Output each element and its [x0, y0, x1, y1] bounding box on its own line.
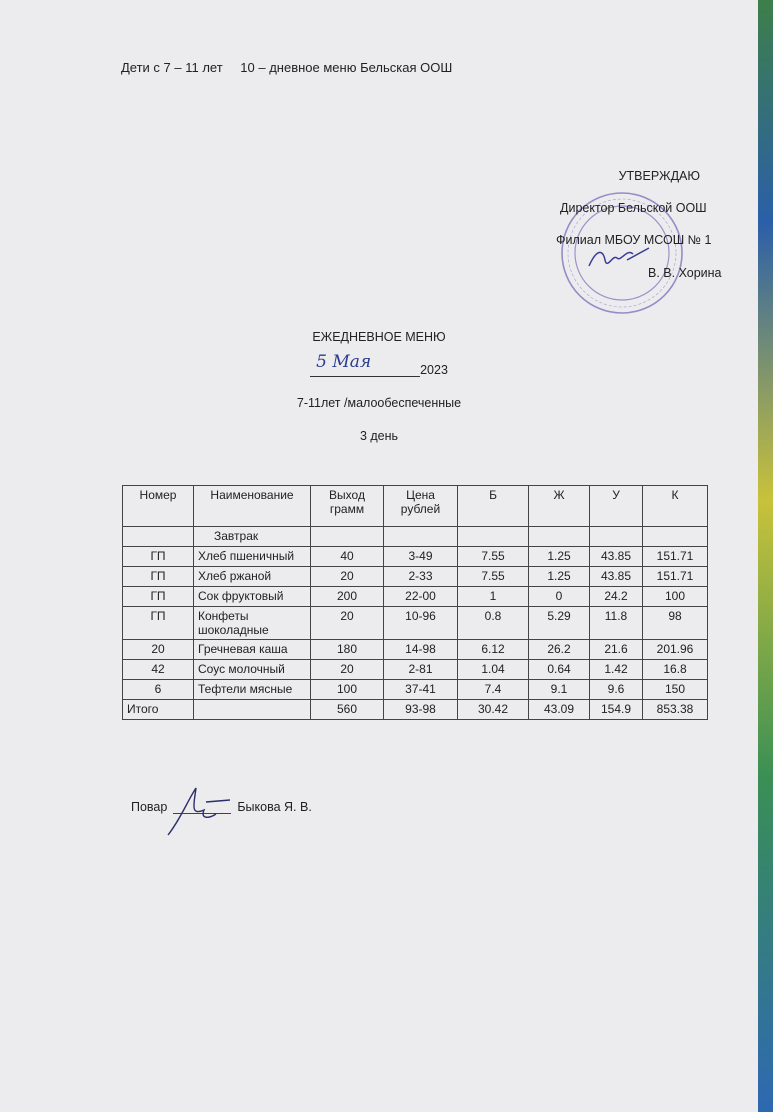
table-cell: ГП — [123, 607, 194, 640]
table-row — [123, 680, 708, 700]
table-cell: 154.9 — [590, 700, 643, 720]
col-header-number: Номер — [123, 486, 194, 527]
table-cell: 6.12 — [458, 640, 529, 660]
header-menu-title: 10 – дневное меню Бельская ООШ — [240, 60, 453, 75]
table-cell — [458, 527, 529, 547]
table-cell: 20 — [311, 607, 384, 640]
menu-heading: ЕЖЕДНЕВНОЕ МЕНЮ — [312, 330, 446, 344]
approval-organization: Филиал МБОУ МСОШ № 1 — [556, 233, 712, 247]
col-header-name: Наименование — [194, 486, 311, 527]
table-cell — [123, 527, 194, 547]
table-cell: 98 — [643, 607, 708, 640]
table-cell: 2-81 — [384, 660, 458, 680]
table-cell — [529, 527, 590, 547]
date-handwritten: 5 Мая — [316, 352, 372, 372]
col-header-price: Цена рублей — [384, 486, 458, 527]
table-row — [123, 587, 708, 607]
header-group: Дети с 7 – 11 лет — [121, 60, 223, 75]
table-cell: 0 — [529, 587, 590, 607]
table-cell: 26.2 — [529, 640, 590, 660]
table-cell: 20 — [123, 640, 194, 660]
table-cell: 9.1 — [529, 680, 590, 700]
table-cell: 24.2 — [590, 587, 643, 607]
table-cell: 11.8 — [590, 607, 643, 640]
table-cell: 1 — [458, 587, 529, 607]
table-cell: 151.71 — [643, 567, 708, 587]
cook-signature-icon — [160, 780, 240, 840]
date-field — [310, 352, 420, 377]
total-row — [123, 700, 708, 720]
table-row — [123, 547, 708, 567]
cook-name: Быкова Я. В. — [237, 800, 312, 814]
table-cell: 43.85 — [590, 547, 643, 567]
table-cell: 22-00 — [384, 587, 458, 607]
table-header-row — [123, 486, 708, 527]
table-cell: 7.4 — [458, 680, 529, 700]
approval-heading: УТВЕРЖДАЮ — [618, 169, 700, 183]
date-year: 2023 — [420, 363, 448, 377]
table-cell: 151.71 — [643, 547, 708, 567]
table-cell: 150 — [643, 680, 708, 700]
table-cell: Хлеб пшеничный — [194, 547, 311, 567]
table-cell: ГП — [123, 567, 194, 587]
section-label: Завтрак — [194, 527, 311, 547]
menu-table — [122, 485, 708, 720]
table-cell: Хлеб ржаной — [194, 567, 311, 587]
table-cell: 1.04 — [458, 660, 529, 680]
table-cell: Соус молочный — [194, 660, 311, 680]
cook-label: Повар — [131, 800, 168, 814]
table-cell: Тефтели мясные — [194, 680, 311, 700]
col-header-yield: Выход грамм — [311, 486, 384, 527]
col-header-protein: Б — [458, 486, 529, 527]
table-cell — [590, 527, 643, 547]
table-cell: 180 — [311, 640, 384, 660]
table-cell: 1.25 — [529, 547, 590, 567]
col-header-kcal: К — [643, 486, 708, 527]
table-cell: Итого — [123, 700, 194, 720]
table-cell: 1.25 — [529, 567, 590, 587]
table-row — [123, 567, 708, 587]
menu-group: 7-11лет /малообеспеченные — [296, 396, 462, 410]
table-cell: 93-98 — [384, 700, 458, 720]
document-header — [121, 60, 466, 75]
table-cell: 9.6 — [590, 680, 643, 700]
table-cell: 7.55 — [458, 567, 529, 587]
table-cell: 16.8 — [643, 660, 708, 680]
table-cell: 20 — [311, 567, 384, 587]
table-cell — [384, 527, 458, 547]
table-cell: 14-98 — [384, 640, 458, 660]
table-cell: 42 — [123, 660, 194, 680]
approval-signatory: В. В. Хорина — [648, 266, 722, 280]
table-cell: 100 — [643, 587, 708, 607]
col-header-carbs: У — [590, 486, 643, 527]
table-cell: 10-96 — [384, 607, 458, 640]
section-row — [123, 527, 708, 547]
table-cell: Конфеты шоколадные — [194, 607, 311, 640]
table-cell: 37-41 — [384, 680, 458, 700]
table-cell: 5.29 — [529, 607, 590, 640]
table-cell: 0.8 — [458, 607, 529, 640]
table-cell: 1.42 — [590, 660, 643, 680]
table-cell: ГП — [123, 547, 194, 567]
table-cell: Сок фруктовый — [194, 587, 311, 607]
table-cell: 20 — [311, 660, 384, 680]
table-cell: 43.09 — [529, 700, 590, 720]
table-cell: ГП — [123, 587, 194, 607]
table-cell: 100 — [311, 680, 384, 700]
background-edge — [758, 0, 773, 1112]
table-row — [123, 640, 708, 660]
table-cell: 200 — [311, 587, 384, 607]
table-cell: 853.38 — [643, 700, 708, 720]
col-header-fat: Ж — [529, 486, 590, 527]
approval-position: Директор Бельской ООШ — [560, 201, 707, 215]
menu-day: 3 день — [359, 429, 399, 443]
table-cell: 40 — [311, 547, 384, 567]
table-cell — [643, 527, 708, 547]
table-cell — [311, 527, 384, 547]
menu-date — [0, 352, 758, 377]
table-cell: 43.85 — [590, 567, 643, 587]
table-cell: 201.96 — [643, 640, 708, 660]
table-cell: Гречневая каша — [194, 640, 311, 660]
table-cell: 2-33 — [384, 567, 458, 587]
table-cell: 560 — [311, 700, 384, 720]
table-cell: 30.42 — [458, 700, 529, 720]
table-cell: 6 — [123, 680, 194, 700]
table-cell: 21.6 — [590, 640, 643, 660]
table-row — [123, 607, 708, 640]
table-cell: 7.55 — [458, 547, 529, 567]
table-cell: 3-49 — [384, 547, 458, 567]
table-cell — [194, 700, 311, 720]
table-row — [123, 660, 708, 680]
table-cell: 0.64 — [529, 660, 590, 680]
